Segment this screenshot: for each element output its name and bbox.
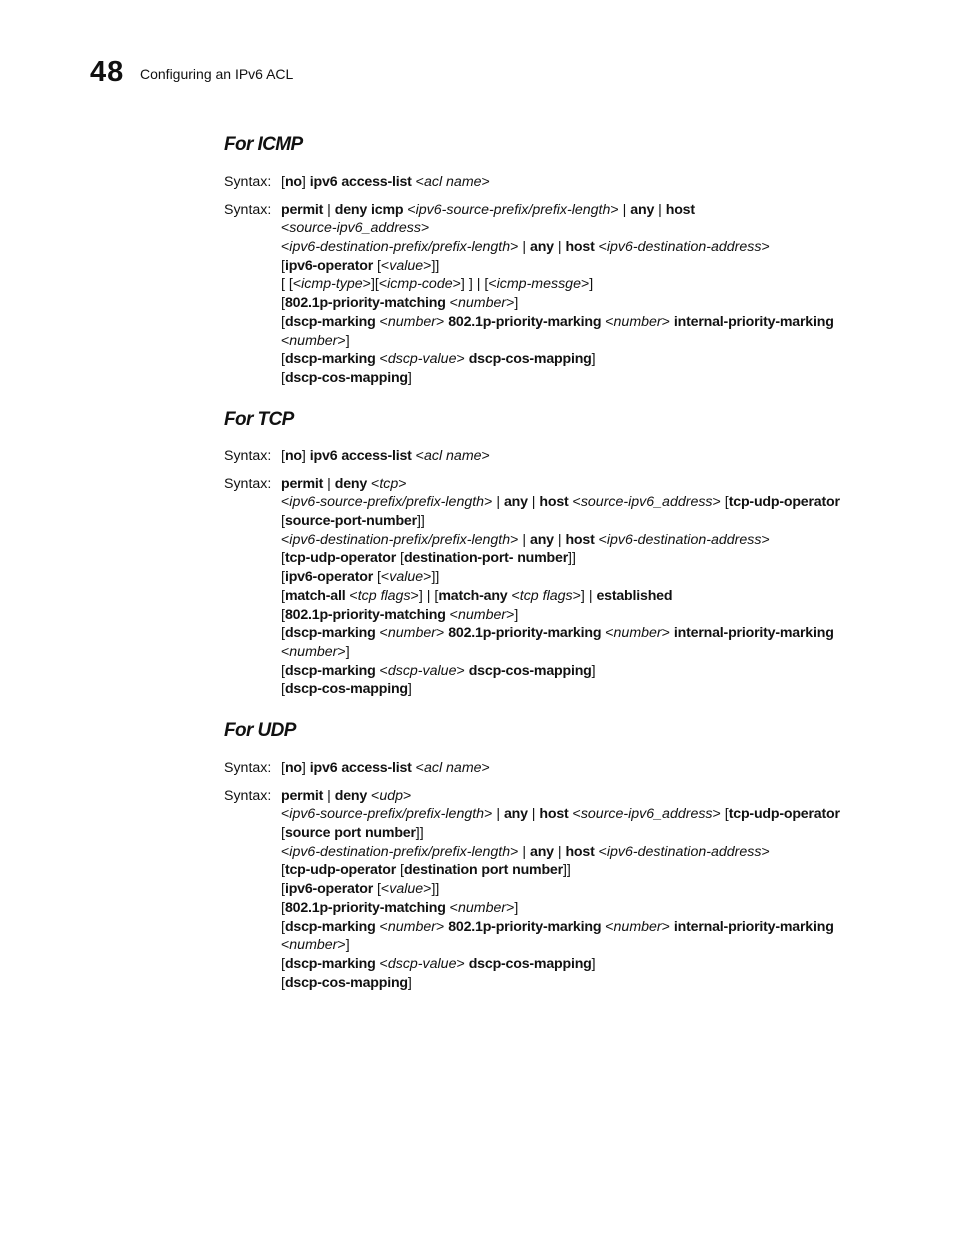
section-icmp (224, 134, 884, 388)
syntax-line: [no] ipv6 access-list <acl name> (281, 760, 490, 776)
syntax-line: [ [<icmp-type>][<icmp-code>] ] | [<icmp-messge>] (281, 276, 594, 293)
syntax-line: [ipv6-operator [<value>]] (281, 881, 440, 898)
syntax-line: [tcp-udp-operator [destination port number]] (281, 862, 571, 879)
syntax-line: [no] ipv6 access-list <acl name> (281, 448, 490, 464)
section-title: For UDP (224, 720, 296, 741)
syntax-body (281, 447, 884, 466)
syntax-line: [dscp-marking <dscp-value> dscp-cos-mapping] (281, 662, 596, 679)
syntax-line: <number>] (281, 332, 350, 349)
syntax-line: <ipv6-destination-prefix/prefix-length> | any | host <ipv6-destination-address> (281, 843, 770, 860)
syntax-line: [source port number]] (281, 825, 424, 842)
syntax-line: [ipv6-operator [<value>]] (281, 257, 440, 274)
syntax-line: <ipv6-destination-prefix/prefix-length> | any | host <ipv6-destination-address> (281, 239, 770, 256)
syntax-label: Syntax: (224, 174, 272, 190)
syntax-body (281, 201, 884, 388)
syntax-body (281, 787, 884, 993)
syntax-label: Syntax: (224, 475, 272, 492)
chapter-number: 48 (90, 56, 125, 88)
syntax-line: <ipv6-destination-prefix/prefix-length> | any | host <ipv6-destination-address> (281, 531, 770, 548)
syntax-line: [dscp-marking <number> 802.1p-priority-marking <number> internal-priority-marking (281, 918, 834, 935)
syntax-line: <ipv6-source-prefix/prefix-length> | any | host <source-ipv6_address> [tcp-udp-operator (281, 494, 840, 511)
syntax-block (224, 447, 884, 466)
syntax-line: [source-port-number]] (281, 513, 425, 530)
syntax-line: <source-ipv6_address> (281, 220, 430, 237)
syntax-line: [802.1p-priority-matching <number>] (281, 606, 519, 623)
syntax-label: Syntax: (224, 201, 272, 218)
syntax-line: [dscp-marking <number> 802.1p-priority-marking <number> internal-priority-marking (281, 313, 834, 330)
syntax-line: [tcp-udp-operator [destination-port- number]] (281, 550, 576, 567)
syntax-line: permit | deny icmp <ipv6-source-prefix/prefix-length> | any | host (281, 201, 695, 218)
syntax-line: <number>] (281, 643, 350, 660)
syntax-block (224, 759, 884, 778)
section-tcp (224, 409, 884, 699)
syntax-line: <ipv6-source-prefix/prefix-length> | any | host <source-ipv6_address> [tcp-udp-operator (281, 806, 840, 823)
syntax-line: [802.1p-priority-matching <number>] (281, 295, 519, 312)
syntax-body (281, 173, 884, 192)
chapter-title: Configuring an IPv6 ACL (140, 66, 294, 82)
syntax-line: [dscp-cos-mapping] (281, 369, 412, 386)
syntax-line: [ipv6-operator [<value>]] (281, 569, 440, 586)
syntax-block (224, 787, 884, 993)
syntax-body (281, 759, 884, 778)
syntax-body (281, 475, 884, 699)
syntax-line: [dscp-cos-mapping] (281, 681, 412, 698)
syntax-label: Syntax: (224, 448, 272, 464)
syntax-line: permit | deny <udp> (281, 787, 412, 804)
syntax-line: <number>] (281, 937, 350, 954)
syntax-line: permit | deny <tcp> (281, 475, 407, 492)
section-title: For ICMP (224, 134, 303, 155)
syntax-line: [no] ipv6 access-list <acl name> (281, 174, 490, 190)
syntax-block (224, 173, 884, 192)
syntax-line: [dscp-marking <dscp-value> dscp-cos-mapping] (281, 955, 596, 972)
section-title: For TCP (224, 409, 294, 430)
syntax-line: [dscp-marking <number> 802.1p-priority-marking <number> internal-priority-marking (281, 625, 834, 642)
syntax-line: [802.1p-priority-matching <number>] (281, 899, 519, 916)
syntax-line: [dscp-cos-mapping] (281, 974, 412, 991)
syntax-label: Syntax: (224, 787, 272, 804)
section-udp (224, 720, 884, 992)
syntax-line: [match-all <tcp flags>] | [match-any <tcp flags>] | established (281, 587, 673, 604)
syntax-block (224, 475, 884, 699)
syntax-line: [dscp-marking <dscp-value> dscp-cos-mapping] (281, 351, 596, 368)
syntax-block (224, 201, 884, 388)
syntax-label: Syntax: (224, 760, 272, 776)
